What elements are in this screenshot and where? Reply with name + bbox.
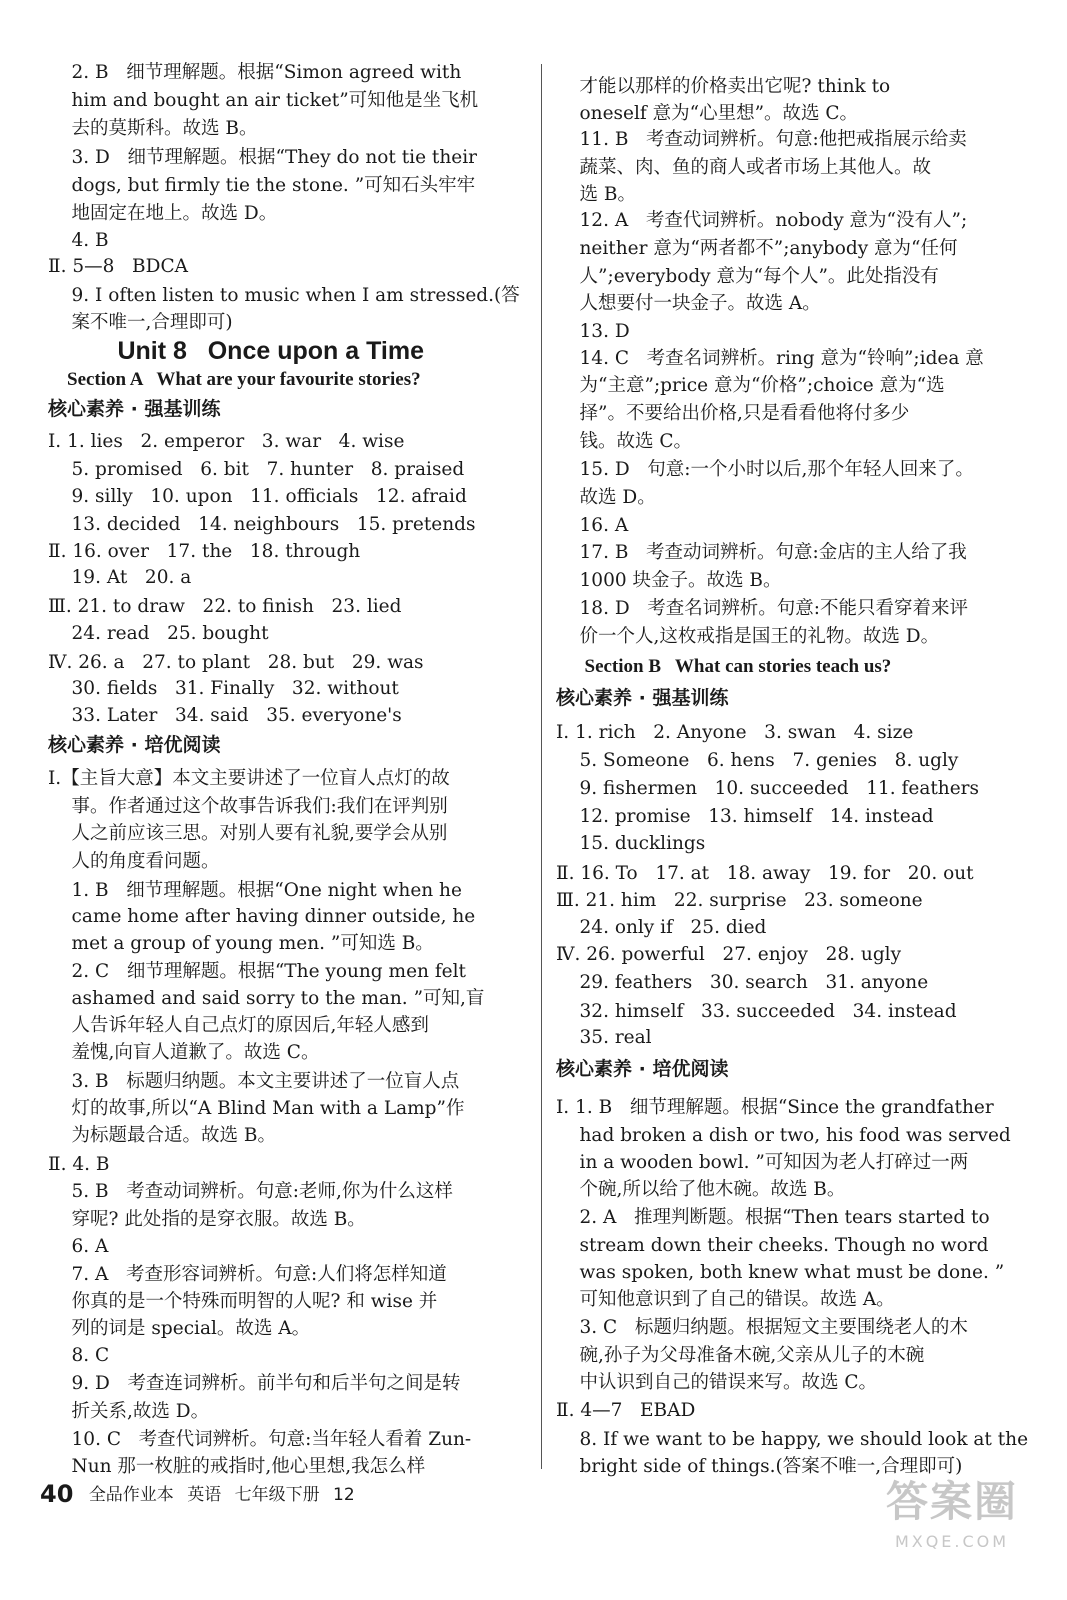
text-line: 1000 块金子。故选 B。 — [556, 570, 782, 591]
text-line: 29. feathers 30. search 31. anyone — [556, 972, 929, 993]
text-line: 事。作者通过这个故事告诉我们:我们在评判别 — [48, 796, 448, 817]
text-line: 15. D 句意:一个小时以后,那个年轻人回来了。 — [556, 459, 974, 480]
text-line: 6. A — [48, 1236, 109, 1257]
text-line: 人之前应该三思。对别人要有礼貌,要学会从别 — [48, 823, 448, 844]
text-line: 折关系,故选 D。 — [48, 1401, 210, 1422]
text-line: 人”;everybody 意为“每个人”。此处指没有 — [556, 266, 939, 287]
page-code: 12 — [333, 1485, 355, 1505]
text-line: Ⅲ. 21. to draw 22. to finish 23. lied — [48, 596, 402, 617]
text-line: dogs, but firmly tie the stone. ”可知石头牢牢 — [48, 175, 476, 196]
text-line: 18. D 考查名词辨析。句意:不能只看穿着来评 — [556, 598, 969, 619]
text-line: 24. only if 25. died — [556, 917, 767, 938]
text-line: 10. C 考查代词辨析。句意:当年轻人看着 Zun- — [48, 1429, 472, 1450]
text-line: 3. C 标题归纳题。根据短文主要围绕老人的木 — [556, 1317, 968, 1338]
text-line: Ⅱ. 4. B — [48, 1154, 110, 1175]
section-title: Section B What can stories teach us? — [556, 656, 892, 677]
text-line: 列的词是 special。故选 A。 — [48, 1318, 311, 1339]
text-line: 14. C 考查名词辨析。ring 意为“铃响”;idea 意 — [556, 348, 984, 369]
text-line: 5. promised 6. bit 7. hunter 8. praised — [48, 459, 465, 480]
text-line: 选 B。 — [556, 184, 636, 205]
text-line: Ⅳ. 26. powerful 27. enjoy 28. ugly — [556, 944, 902, 965]
text-line: 2. A 推理判断题。根据“Then tears started to — [556, 1207, 990, 1228]
grade-label: 七年级下册 — [234, 1485, 320, 1505]
watermark-url: MXQE.COM — [894, 1532, 1010, 1551]
book-title: 全品作业本 — [88, 1485, 174, 1505]
text-line: Ⅲ. 21. him 22. surprise 23. someone — [556, 890, 923, 911]
text-line: had broken a dish or two, his food was served — [556, 1125, 1011, 1146]
heading: 核心素养 · 强基训练 — [48, 398, 221, 420]
text-line: 你真的是一个特殊而明智的人呢? 和 wise 并 — [48, 1291, 438, 1312]
text-line: 中认识到自己的错误来写。故选 C。 — [556, 1372, 878, 1393]
page-footer — [40, 1480, 363, 1508]
text-line: Nun 那一枚脏的戒指时,他心里想,我怎么样 — [48, 1456, 426, 1477]
text-line: 5. Someone 6. hens 7. genies 8. ugly — [556, 750, 959, 771]
text-line: Ⅱ. 4—7 EBAD — [556, 1400, 696, 1421]
text-line: ashamed and said sorry to the man. ”可知,盲 — [48, 988, 485, 1009]
text-line: was spoken, both knew what must be done. ” — [556, 1262, 1005, 1283]
text-line: 9. I often listen to music when I am stressed.(答 — [48, 285, 520, 306]
text-line: 去的莫斯科。故选 B。 — [48, 118, 258, 139]
text-line: 人想要付一块金子。故选 A。 — [556, 293, 821, 314]
text-line: Ⅱ. 16. over 17. the 18. through — [48, 541, 361, 562]
text-line: 9. silly 10. upon 11. officials 12. afraid — [48, 486, 467, 507]
text-line: 30. fields 31. Finally 32. without — [48, 678, 399, 699]
text-line: him and bought an air ticket”可知他是坐飞机 — [48, 90, 479, 111]
text-line: 人告诉年轻人自己点灯的原因后,年轻人感到 — [48, 1015, 429, 1036]
text-line: Ⅱ. 16. To 17. at 18. away 19. for 20. out — [556, 863, 974, 884]
heading: 核心素养 · 强基训练 — [556, 687, 729, 709]
heading: 核心素养 · 培优阅读 — [556, 1058, 729, 1080]
text-line: 可知他意识到了自己的错误。故选 A。 — [556, 1289, 895, 1310]
heading: 核心素养 · 培优阅读 — [48, 734, 221, 756]
text-line: 为“主意”;price 意为“价格”;choice 意为“选 — [556, 375, 945, 396]
text-line: 择”。不要给出价格,只是看看他将付多少 — [556, 403, 910, 424]
text-line: 33. Later 34. said 35. everyone's — [48, 705, 402, 726]
text-line: 羞愧,向盲人道歉了。故选 C。 — [48, 1042, 320, 1063]
text-line: Ⅳ. 26. a 27. to plant 28. but 29. was — [48, 652, 424, 673]
text-line: 16. A — [556, 515, 629, 536]
text-line: Ⅰ. 1. rich 2. Anyone 3. swan 4. size — [556, 722, 914, 743]
watermark-text: 答案圈 — [885, 1477, 1018, 1526]
page-number: 40 — [40, 1480, 74, 1508]
text-line: 15. ducklings — [556, 833, 706, 854]
text-line: 11. B 考查动词辨析。句意:他把戒指展示给卖 — [556, 129, 967, 150]
text-line: neither 意为“两者都不”;anybody 意为“任何 — [556, 238, 958, 259]
text-line: Ⅰ. 1. lies 2. emperor 3. war 4. wise — [48, 431, 405, 452]
text-line: 灯的故事,所以“A Blind Man with a Lamp”作 — [48, 1098, 465, 1119]
text-line: bright side of things.(答案不唯一,合理即可) — [556, 1456, 963, 1477]
text-line: oneself 意为“心里想”。故选 C。 — [556, 103, 859, 124]
text-line: 钱。故选 C。 — [556, 431, 693, 452]
text-line: 12. A 考查代词辨析。nobody 意为“没有人”; — [556, 210, 968, 231]
text-line: 人的角度看问题。 — [48, 851, 220, 872]
text-line: met a group of young men. ”可知选 B。 — [48, 933, 434, 954]
watermark-logo — [872, 1472, 1032, 1582]
text-line: 价一个人,这枚戒指是国王的礼物。故选 D。 — [556, 626, 940, 647]
text-line: 7. A 考查形容词辨析。句意:人们将怎样知道 — [48, 1264, 447, 1285]
subject-label: 英语 — [187, 1485, 222, 1505]
text-line: 8. If we want to be happy, we should look at the — [556, 1429, 1029, 1450]
text-line: 17. B 考查动词辨析。句意:金店的主人给了我 — [556, 542, 967, 563]
text-line: 为标题最合适。故选 B。 — [48, 1125, 276, 1146]
text-line: 故选 D。 — [556, 487, 656, 508]
text-line: stream down their cheeks. Though no word — [556, 1235, 989, 1256]
text-line: 5. B 考查动词辨析。句意:老师,你为什么这样 — [48, 1181, 453, 1202]
text-line: 个碗,所以给了他木碗。故选 B。 — [556, 1179, 846, 1200]
text-line: 8. C — [48, 1345, 110, 1366]
text-line: 地固定在地上。故选 D。 — [48, 203, 278, 224]
text-line: in a wooden bowl. ”可知因为老人打碎过一两 — [556, 1152, 969, 1173]
text-line: 13. D — [556, 321, 630, 342]
text-line: 3. B 标题归纳题。本文主要讲述了一位盲人点 — [48, 1071, 460, 1092]
text-line: 碗,孙子为父母准备木碗,父亲从儿子的木碗 — [556, 1345, 925, 1366]
text-line: 4. B — [48, 230, 109, 251]
text-line: 才能以那样的价格卖出它呢? think to — [556, 76, 891, 97]
text-line: 19. At 20. a — [48, 567, 192, 588]
text-line: 案不唯一,合理即可) — [48, 312, 233, 333]
text-line: came home after having dinner outside, he — [48, 906, 476, 927]
text-line: 1. B 细节理解题。根据“One night when he — [48, 880, 462, 901]
text-line: 35. real — [556, 1027, 652, 1048]
text-line: 9. D 考查连词辨析。前半句和后半句之间是转 — [48, 1373, 461, 1394]
text-line: 12. promise 13. himself 14. instead — [556, 806, 934, 827]
text-line: Ⅰ. 1. B 细节理解题。根据“Since the grandfather — [556, 1097, 994, 1118]
column-divider — [541, 64, 542, 1469]
text-line: 穿呢? 此处指的是穿衣服。故选 B。 — [48, 1209, 366, 1230]
text-line: Ⅰ.【主旨大意】本文主要讲述了一位盲人点灯的故 — [48, 768, 450, 789]
text-line: 32. himself 33. succeeded 34. instead — [556, 1001, 957, 1022]
text-line: 24. read 25. bought — [48, 623, 269, 644]
unit-title: Unit 8 Once upon a Time — [48, 337, 424, 365]
text-line: Ⅱ. 5—8 BDCA — [48, 256, 188, 277]
text-line: 蔬菜、肉、鱼的商人或者市场上其他人。故 — [556, 157, 932, 178]
text-line: 9. fishermen 10. succeeded 11. feathers — [556, 778, 980, 799]
text-line: 2. B 细节理解题。根据“Simon agreed with — [48, 62, 462, 83]
text-line: 13. decided 14. neighbours 15. pretends — [48, 514, 476, 535]
text-line: 3. D 细节理解题。根据“They do not tie their — [48, 147, 477, 168]
section-title: Section A What are your favourite stories? — [48, 369, 421, 390]
text-line: 2. C 细节理解题。根据“The young men felt — [48, 961, 466, 982]
